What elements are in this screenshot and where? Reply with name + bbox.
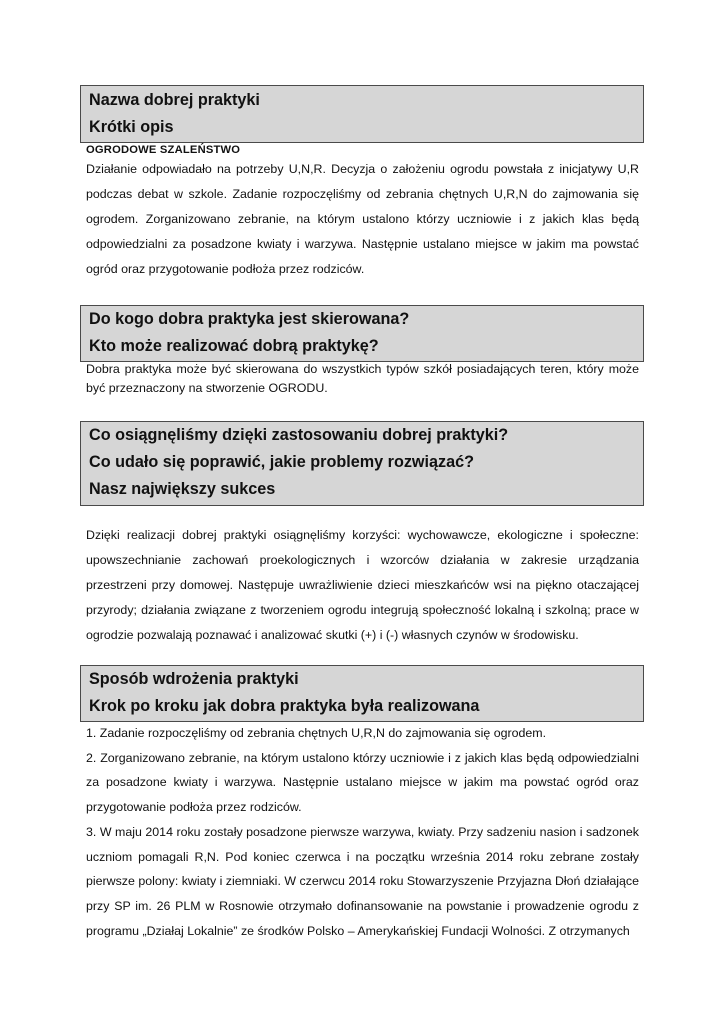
steps-list <box>86 721 639 943</box>
list-item: 3. W maju 2014 roku zostały posadzone pierwsze warzywa, kwiaty. Przy sadzeniu nasion i sadzonek uczniom pomagali R,N. Pod koniec czerwca i na początku września 2014 roku zebrane zostały pierwsze polony: kwiaty i ziemniaki. W czerwcu 2014 roku Stowarzyszenie Przyjazna Dłoń działające przy SP im. 26 PLM w Rosnowie otrzymało dofinansowanie na powstanie i prowadzenie ogrodu z programu „Działaj Lokalnie” ze środków Polsko – Amerykańskiej Fundacji Wolności. Z otrzymanych <box>86 824 639 938</box>
section-heading-line: Do kogo dobra praktyka jest skierowana? <box>89 310 410 328</box>
section-paragraph <box>86 157 639 282</box>
section-heading-line: Krok po kroku jak dobra praktyka była realizowana <box>89 697 480 715</box>
section-heading-line: Kto może realizować dobrą praktykę? <box>89 337 379 355</box>
section-heading-line: Sposób wdrożenia praktyki <box>89 670 299 688</box>
list-item: 1. Zadanie rozpoczęliśmy od zebrania chętnych U,R,N do zajmowania się ogrodem. <box>86 726 547 740</box>
section-heading-line: Co osiągnęliśmy dzięki zastosowaniu dobrej praktyki? <box>89 426 509 444</box>
section-heading-box <box>80 421 644 506</box>
section-heading-line: Co udało się poprawić, jakie problemy rozwiązać? <box>89 453 475 471</box>
section-heading-box <box>80 665 644 722</box>
paragraph-text: Dzięki realizacji dobrej praktyki osiągnęliśmy korzyści: wychowawcze, ekologiczne i społeczne: upowszechnianie zachowań proekologicznych i wzorców działania w zakresie urządzania przestrzeni przy domowej. Następuje uwrażliwienie dzieci mieszkańców wsi na piękno otaczającej przyrody; działania związane z tworzeniem ogrodu integrują społeczność lokalną i szkolną; prace w ogrodzie pozwalają poznawać i analizować skutki (+) i (-) własnych czynów w środowisku. <box>86 528 639 642</box>
section-heading-box <box>80 305 644 362</box>
paragraph-text: Działanie odpowiadało na potrzeby U,N,R. Decyzja o założeniu ogrodu powstała z inicjatywy U,R podczas debat w szkole. Zadanie rozpoczęliśmy od zebrania chętnych U,R,N do zajmowania się ogrodem. Zorganizowano zebranie, na którym ustalono którzy uczniowie i z jakich klas będą odpowiedzialni za posadzone kwiaty i warzywa. Następnie ustalano miejsce w jakim ma powstać ogród oraz przygotowanie podłoża przez rodziców. <box>86 162 639 276</box>
section-heading-box <box>80 85 644 143</box>
list-item: 2. Zorganizowano zebranie, na którym ustalono którzy uczniowie i z jakich klas będą odpowiedzialni za posadzone kwiaty i warzywa. Następnie ustalano miejsce w jakim ma powstać ogród oraz przygotowanie podłoża przez rodziców. <box>86 750 639 815</box>
practice-name-label: OGRODOWE SZALEŃSTWO <box>86 144 241 156</box>
paragraph-text: Dobra praktyka może być skierowana do wszystkich typów szkół posiadających teren, który może być przeznaczony na stworzenie OGRODU. <box>86 362 639 395</box>
section-paragraph <box>86 360 639 398</box>
section-paragraph <box>86 523 639 648</box>
section-heading-line: Nazwa dobrej praktyki <box>89 91 260 109</box>
section-heading-line: Nasz największy sukces <box>89 480 276 498</box>
section-heading-line: Krótki opis <box>89 118 174 136</box>
